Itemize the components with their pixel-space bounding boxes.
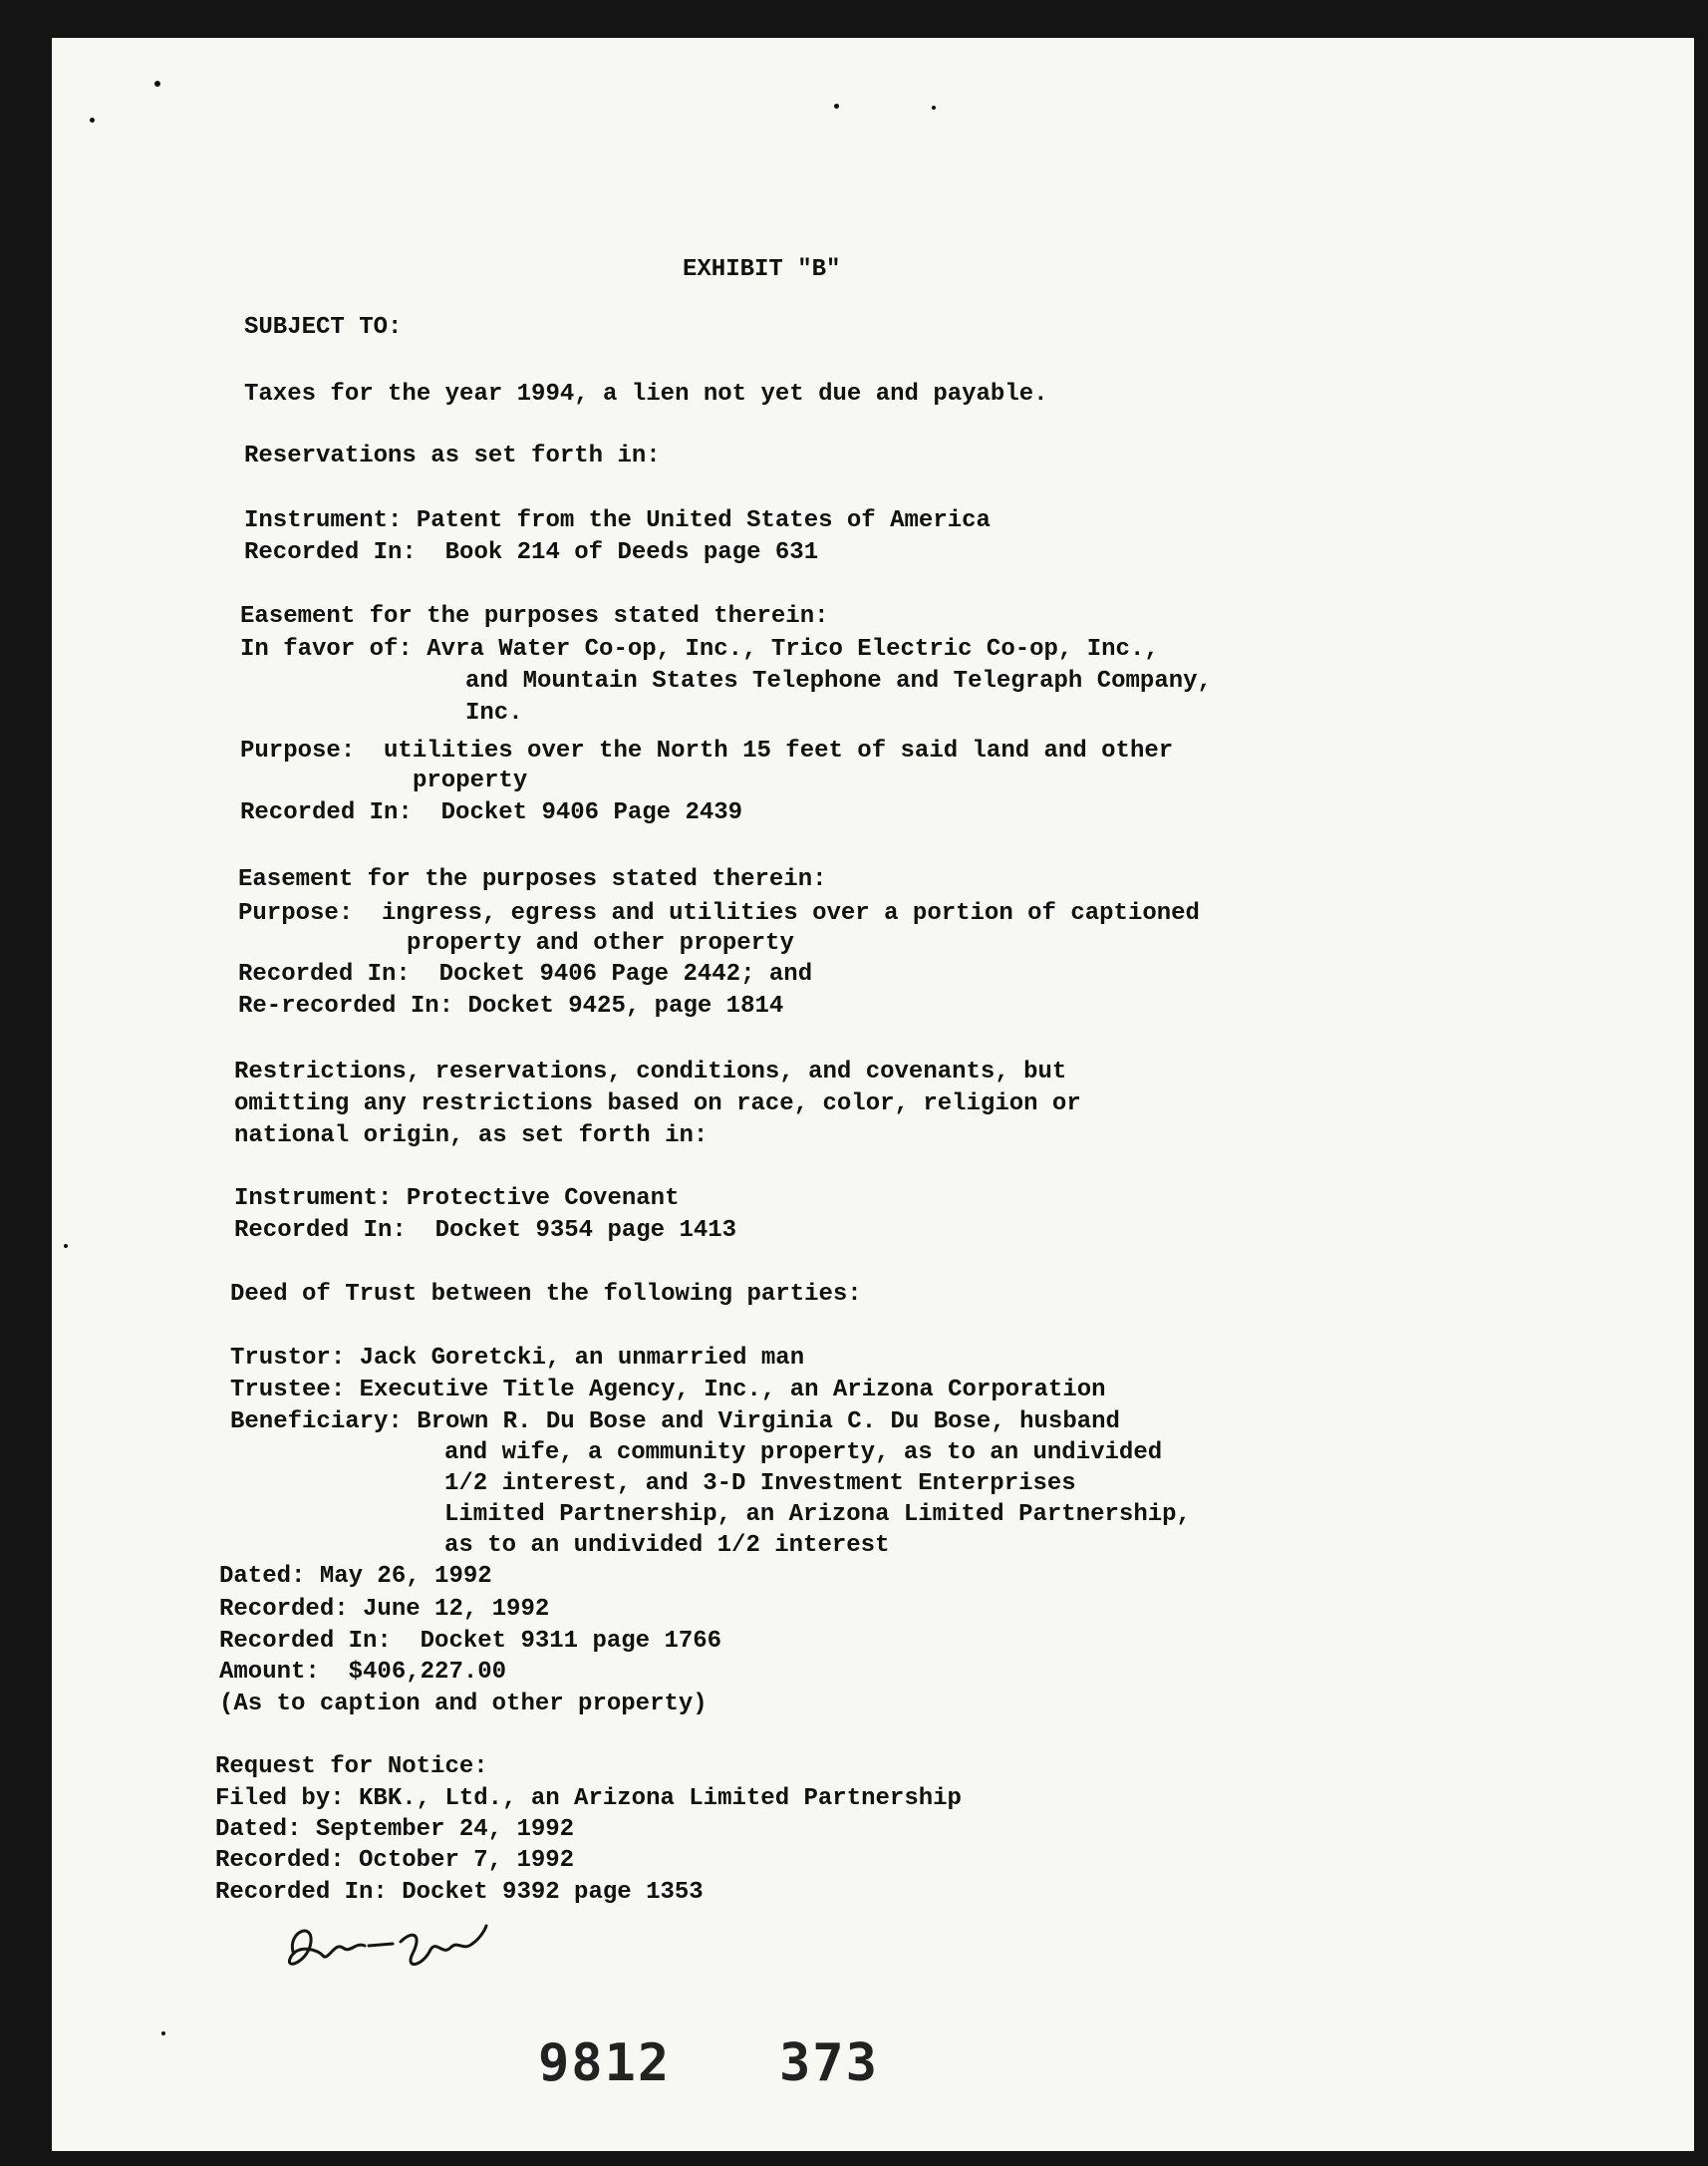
easement1-favor-line: Inc. [465,700,523,727]
restrictions-line: omitting any restrictions based on race, color, religion or [234,1090,1081,1117]
beneficiary-line: Beneficiary: Brown R. Du Bose and Virginia C. Du Bose, husband [230,1408,1120,1435]
easement1-favor-line: In favor of: Avra Water Co-op, Inc., Trico Electric Co-op, Inc., [240,636,1159,663]
handwritten-initials [273,1912,502,1982]
trustee-line: Trustee: Executive Title Agency, Inc., an Arizona Corporation [230,1377,1106,1403]
docket-stamp: 9812 [538,2033,672,2093]
page-stamp: 373 [779,2033,879,2093]
document-page [52,38,1694,2151]
amount-line: Amount: $406,227.00 [219,1659,507,1686]
easement2-purpose-line: property and other property [407,930,794,957]
deed-of-trust-heading: Deed of Trust between the following parties: [230,1281,862,1308]
trustor-line: Trustor: Jack Goretcki, an unmarried man [230,1345,805,1372]
filed-by-line: Filed by: KBK., Ltd., an Arizona Limited Partnership [215,1785,962,1812]
notice-recorded-line: Recorded: October 7, 1992 [215,1847,575,1874]
recorded-line: Recorded: June 12, 1992 [219,1596,550,1623]
beneficiary-line: and wife, a community property, as to an undivided [444,1439,1163,1466]
taxes-line: Taxes for the year 1994, a lien not yet due and payable. [244,381,1048,408]
reservations-recorded-in: Recorded In: Book 214 of Deeds page 631 [244,539,819,566]
recorded-in-line: Recorded In: Docket 9311 page 1766 [219,1628,722,1655]
easement1-heading: Easement for the purposes stated therein: [240,603,829,630]
subject-heading: SUBJECT TO: [244,314,403,341]
restrictions-instrument: Instrument: Protective Covenant [234,1185,680,1212]
easement1-purpose-line: property [413,768,528,794]
beneficiary-line: as to an undivided 1/2 interest [444,1532,890,1559]
easement1-favor-line: and Mountain States Telephone and Telegraph Company, [465,668,1212,695]
easement2-recorded-in: Recorded In: Docket 9406 Page 2442; and [238,961,813,988]
beneficiary-line: 1/2 interest, and 3-D Investment Enterprises [444,1470,1076,1497]
document-text [52,38,1694,2151]
dated-line: Dated: May 26, 1992 [219,1563,492,1590]
beneficiary-line: Limited Partnership, an Arizona Limited Partnership, [444,1501,1191,1528]
restrictions-recorded-in: Recorded In: Docket 9354 page 1413 [234,1217,737,1244]
caption-note: (As to caption and other property) [219,1691,708,1717]
easement1-recorded-in: Recorded In: Docket 9406 Page 2439 [240,799,743,826]
reservations-heading: Reservations as set forth in: [244,443,661,469]
notice-dated-line: Dated: September 24, 1992 [215,1816,575,1843]
restrictions-line: Restrictions, reservations, conditions, and covenants, but [234,1059,1067,1085]
easement1-purpose-line: Purpose: utilities over the North 15 feet of said land and other [240,738,1174,765]
easement2-heading: Easement for the purposes stated therein: [238,866,827,893]
request-for-notice-heading: Request for Notice: [215,1753,488,1780]
restrictions-line: national origin, as set forth in: [234,1122,709,1149]
notice-recorded-in-line: Recorded In: Docket 9392 page 1353 [215,1879,704,1906]
easement2-purpose-line: Purpose: ingress, egress and utilities over a portion of captioned [238,900,1200,927]
exhibit-title: EXHIBIT "B" [683,256,841,283]
reservations-instrument: Instrument: Patent from the United States of America [244,507,991,534]
easement2-re-recorded-in: Re-recorded In: Docket 9425, page 1814 [238,993,784,1020]
